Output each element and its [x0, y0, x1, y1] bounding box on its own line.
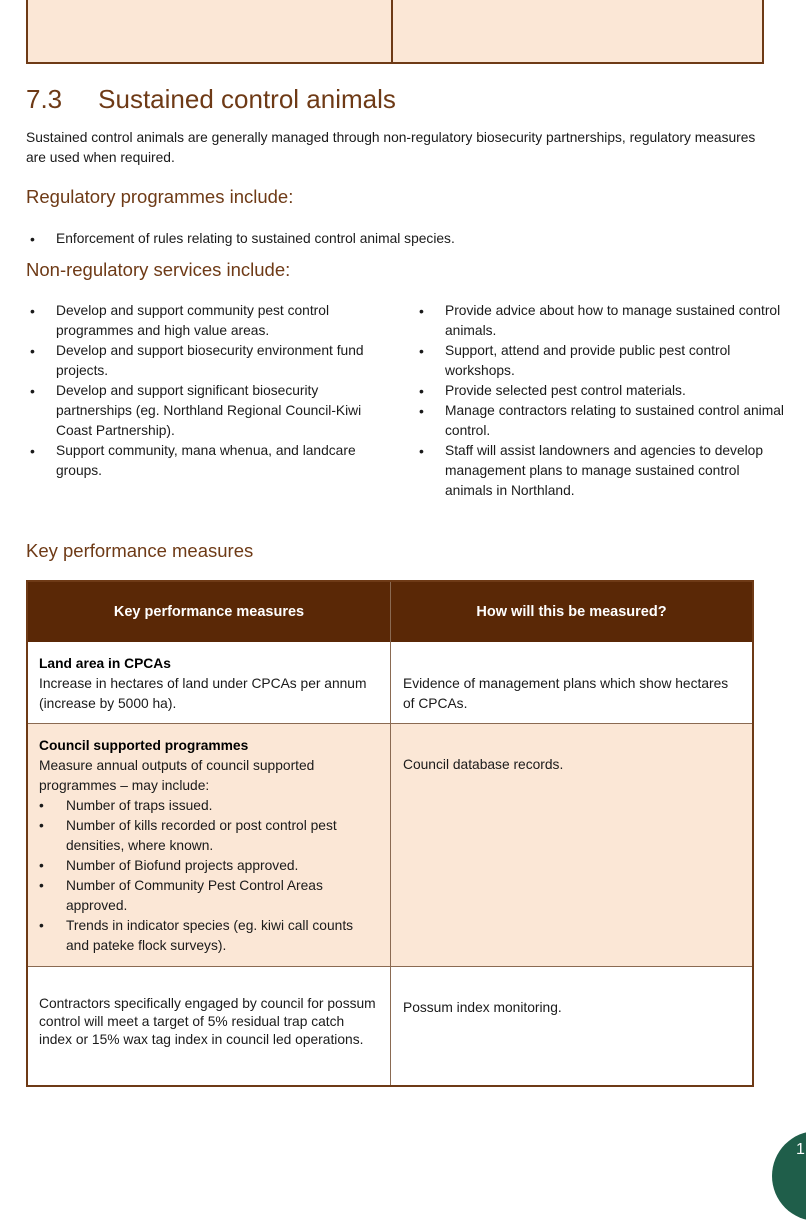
list-item: • Number of Community Pest Control Areas approved. — [39, 876, 379, 916]
row-measure-cell — [39, 736, 379, 956]
regulatory-list — [26, 229, 766, 249]
row-text: Increase in hectares of land under CPCAs per annum (increase by 5000 ha). — [39, 676, 367, 711]
non-regulatory-heading: Non-regulatory services include: — [26, 259, 291, 280]
list-item: • Develop and support biosecurity environment fund projects. — [26, 341, 388, 381]
row-how-cell: Council database records. — [403, 757, 564, 772]
kpm-heading: Key performance measures — [26, 540, 254, 561]
list-item: • Trends in indicator species (eg. kiwi call counts and pateke flock surveys). — [39, 916, 379, 956]
list-item: • Develop and support community pest control programmes and high value areas. — [26, 301, 388, 341]
section-number: 7.3 — [26, 84, 63, 114]
row-how-cell: Possum index monitoring. — [403, 1000, 562, 1015]
list-item: • Number of traps issued. — [39, 796, 379, 816]
non-regulatory-list-left — [26, 301, 388, 481]
section-title: Sustained control animals — [98, 84, 396, 114]
list-item: • Support community, mana whenua, and landcare groups. — [26, 441, 388, 481]
list-item: • Number of kills recorded or post control pest densities, where known. — [39, 816, 379, 856]
list-item: • Develop and support significant biosecurity partnerships (eg. Northland Regional Council-Kiwi Coast Partnership). — [26, 381, 388, 441]
row-title: Council supported programmes — [39, 738, 249, 753]
column-divider — [391, 0, 393, 62]
page-number: 1 — [796, 1141, 805, 1158]
row-text: Measure annual outputs of council supported programmes – may include: — [39, 758, 315, 793]
page-number-badge — [772, 1131, 806, 1221]
list-item: • Number of Biofund projects approved. — [39, 856, 379, 876]
section-intro: Sustained control animals are generally managed through non-regulatory biosecurity partnerships, regulatory measures are used when required. — [26, 130, 756, 165]
list-item: • Support, attend and provide public pest control workshops. — [415, 341, 785, 381]
row-measure-cell: Contractors specifically engaged by council for possum control will meet a target of 5% residual trap catch index or 15% wax tag index in council led operations. — [39, 996, 376, 1047]
row-how-cell: Evidence of management plans which show hectares of CPCAs. — [403, 676, 729, 711]
list-item: • Provide advice about how to manage sustained control animals. — [415, 301, 785, 341]
section-heading — [26, 84, 396, 115]
column-header-how-measured: How will this be measured? — [476, 604, 667, 620]
regulatory-heading: Regulatory programmes include: — [26, 186, 294, 207]
row-title: Land area in CPCAs — [39, 656, 171, 671]
row-measure-cell — [39, 654, 379, 714]
non-regulatory-list-right — [415, 301, 785, 501]
list-item: • Staff will assist landowners and agencies to develop management plans to manage sustained control animals in Northland. — [415, 441, 785, 501]
column-divider — [390, 582, 391, 1085]
list-item: • Manage contractors relating to sustained control animal control. — [415, 401, 785, 441]
list-item: • Provide selected pest control materials. — [415, 381, 785, 401]
row-bullet-list — [39, 796, 379, 956]
column-header-measures: Key performance measures — [113, 604, 305, 620]
kpm-table — [26, 580, 754, 1087]
list-item: • Enforcement of rules relating to sustained control animal species. — [26, 229, 766, 249]
previous-table-fragment — [26, 0, 764, 64]
